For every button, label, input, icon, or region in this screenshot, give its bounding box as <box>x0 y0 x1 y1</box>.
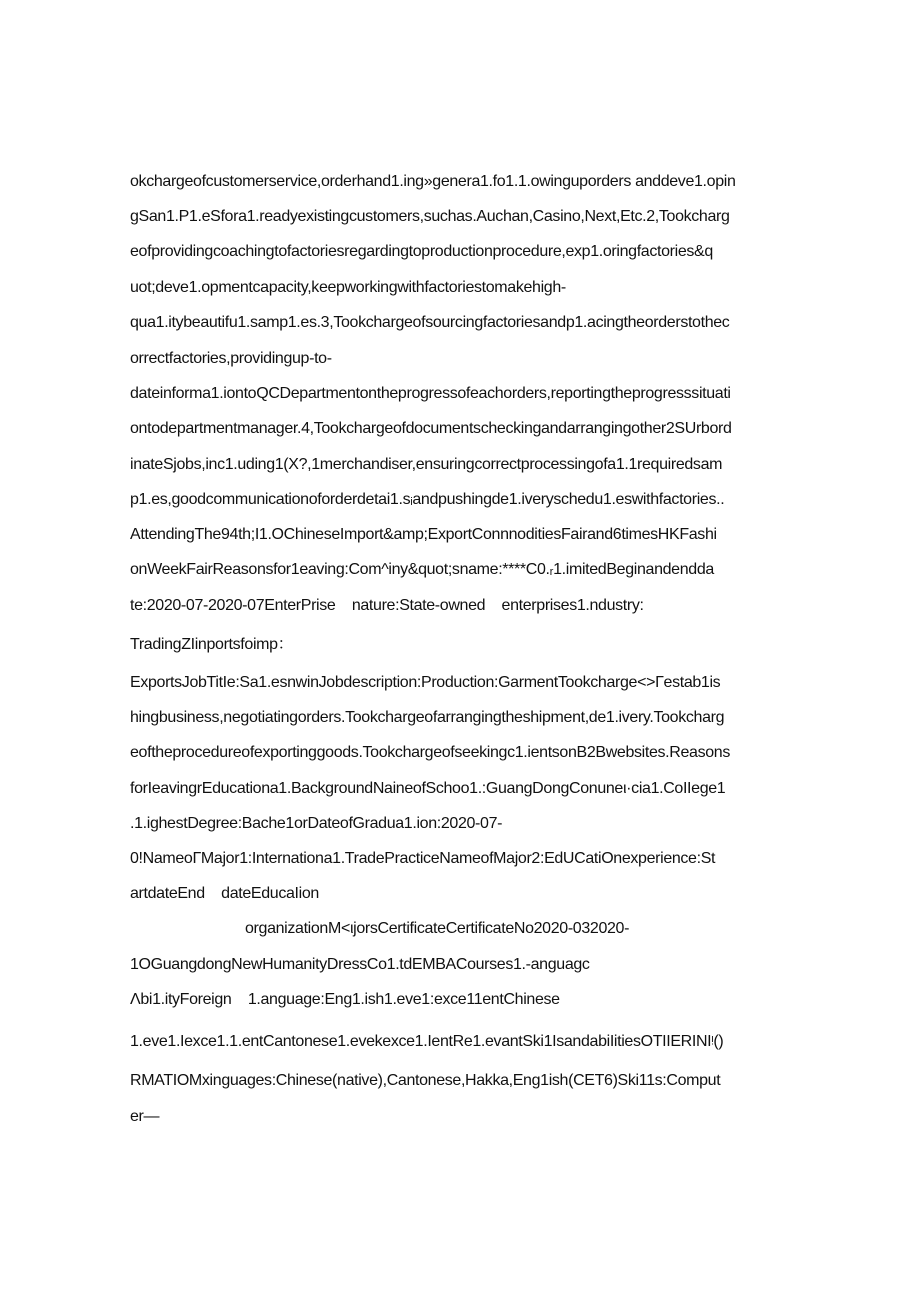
text-line: eofprovidingcoachingtofactoriesregardingtoproductionprocedure,exp1.oringfactories&q <box>130 243 713 260</box>
text-line: organizationM<ιjorsCertificateCertificateNo2020-032020- <box>245 920 630 937</box>
text-line: onWeekFairReasonsfor1eaving:Com^iny&quot;sname:****C0.ᵣ1.imitedBeginandendda <box>130 561 714 578</box>
text-line: .1.ighestDegree:Bache1orDateofGradua1.ion:2020-07- <box>130 815 503 832</box>
text-line: AttendingThe94th;I1.OChineseImport&amp;ExportConnnoditiesFairand6timesHKFashi <box>130 526 717 543</box>
text-line: TradingZIinportsfoimp： <box>130 636 294 653</box>
text-line: dateinforma1.iontoQCDepartmentontheprogressofeachorders,reportingtheprogresssituati <box>130 385 731 402</box>
text-line: er— <box>130 1108 160 1125</box>
text-line: inateSjobs,inc1.uding1(X?,1merchandiser,ensuringcorrectprocessingofa1.1requiredsam <box>130 456 723 473</box>
text-line: 0!NameoΓMajor1:Internationa1.TradePracticeNameofMajor2:EdUCatiOnexperience:St <box>130 850 716 867</box>
text-line: te:2020-07-2020-07EnterPrise nature:State-owned enterprises1.ndustry: <box>130 597 644 614</box>
text-line: forIeavingrEducationa1.BackgroundNaineofSchoo1.:GuangDongConuneι·cia1.CoIIege1 <box>130 780 726 797</box>
text-line: 1OGuangdongNewHumanityDressCo1.tdEMBACourses1.-anguagc <box>130 956 590 973</box>
text-line: hingbusiness,negotiatingorders.Tookchargeofarrangingtheshipment,de1.ivery.Tookcharg <box>130 709 725 726</box>
text-line: qua1.itybeautifu1.samp1.es.3,Tookchargeofsourcingfactoriesandp1.acingtheorderstothec <box>130 314 730 331</box>
text-line: ExportsJobTitIe:Sa1.esnwinJobdescription:Production:GarmentTookcharge<>Γestab1is <box>130 674 721 691</box>
text-line: ontodepartmentmanager.4,Tookchargeofdocumentscheckingandarrangingother2SUrbord <box>130 420 732 437</box>
text-line: uot;deve1.opmentcapacity,keepworkingwithfactoriestomakehigh- <box>130 279 566 296</box>
text-line: RMATIOMxinguages:Chinese(native),Cantonese,Hakka,Eng1ish(CET6)Ski11s:Comput <box>130 1072 721 1089</box>
text-line: p1.es,goodcommunicationoforderdetai1.sᵢandpushingde1.iveryschedu1.eswithfactories.. <box>130 491 725 508</box>
text-line: Λbi1.ityForeign 1.anguage:Eng1.ish1.eve1:exce11entChinese <box>130 991 560 1008</box>
text-line: 1.eve1.Iexce1.1.entCantonese1.evekexce1.IentRe1.evantSki1IsandabiIitiesOTIIERINIᵎ() <box>130 1033 724 1050</box>
text-line: okchargeofcustomerservice,orderhand1.ing»genera1.fo1.1.owinguporders anddeve1.opin <box>130 173 736 190</box>
text-line: gSan1.P1.eSfora1.readyexistingcustomers,suchas.Auchan,Casino,Next,Etc.2,Tookcharg <box>130 208 730 225</box>
text-line: eoftheprocedureofexportinggoods.Tookchargeofseekingc1.ientsonB2Bwebsites.Reasons <box>130 744 730 761</box>
text-line: artdateEnd dateEducaIion <box>130 885 319 902</box>
text-line: orrectfactories,providingup-to- <box>130 350 332 367</box>
